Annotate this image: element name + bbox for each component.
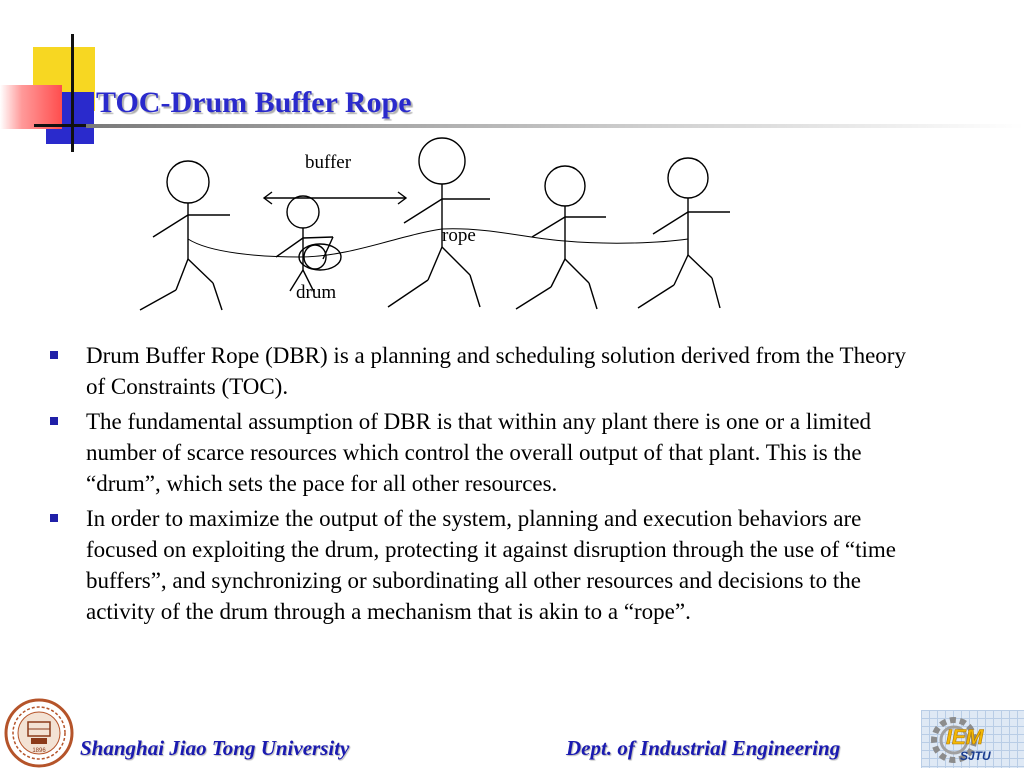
bullet-list (50, 340, 930, 631)
bullet-item-2 (50, 406, 930, 499)
rope-label: rope (442, 225, 476, 246)
bullet-text-1: Drum Buffer Rope (DBR) is a planning and scheduling solution derived from the Theory of Constraints (TOC). (86, 343, 906, 399)
sjtu-logo (4, 698, 74, 768)
buffer-label: buffer (305, 152, 352, 173)
bullet-text-2: The fundamental assumption of DBR is that within any plant there is one or a limited number of scarce resources which control the overall output of that plant. This is the “drum”, which sets the pace for all other resources. (86, 409, 872, 496)
title-underline (86, 124, 1024, 128)
bullet-item-1 (50, 340, 930, 402)
bullet-square-icon (50, 351, 58, 359)
sjtu-logo-year: 1896 (32, 748, 46, 754)
stick-figure-4 (516, 166, 606, 309)
decor-red-square (0, 85, 62, 129)
stick-figure-1 (140, 161, 230, 310)
stick-figure-5 (638, 158, 730, 308)
rope-line (188, 229, 688, 257)
bullet-square-icon (50, 417, 58, 425)
stick-figure-3 (388, 138, 490, 307)
iem-logo-text: IEM (946, 726, 984, 749)
bullet-square-icon (50, 514, 58, 522)
footer-department: Dept. of Industrial Engineering (566, 736, 841, 760)
bullet-item-3 (50, 503, 930, 627)
footer-university: Shanghai Jiao Tong University (80, 736, 350, 760)
iem-logo-subtext: SJTU (960, 749, 991, 763)
slide-title: TOC-Drum Buffer Rope (96, 86, 412, 119)
dbr-diagram (130, 135, 750, 320)
iem-logo (924, 710, 1024, 768)
bullet-text-3: In order to maximize the output of the system, planning and execution behaviors are focused on exploiting the drum, protecting it against disruption through the use of “time buffers”, and synchronizing or subordinating all other resources and decisions to the activity of the drum through a mechanism that is akin to a “rope”. (86, 506, 896, 624)
buffer-arrow (264, 192, 406, 204)
drum-label: drum (296, 282, 337, 303)
decor-vertical-line (71, 34, 74, 152)
